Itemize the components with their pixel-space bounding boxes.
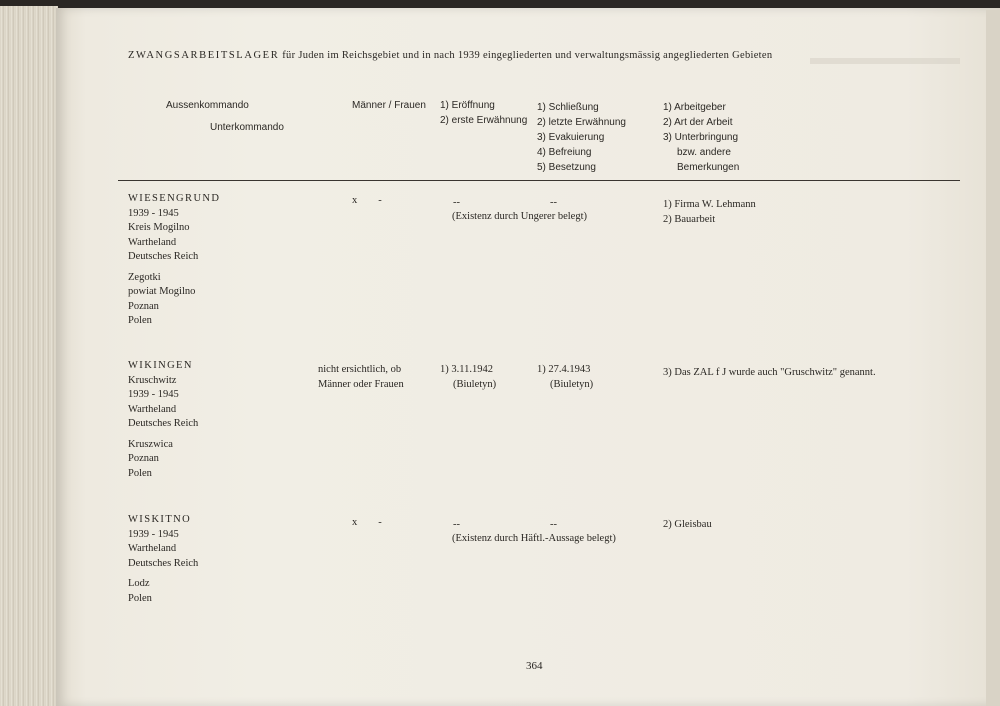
title-caps: ZWANGSARBEITSLAGER (128, 50, 280, 61)
opening-value: -- (453, 197, 460, 208)
col-schliessung-line: 4) Befreiung (537, 147, 592, 158)
closing-value: -- (550, 519, 557, 530)
col-arbeitgeber-line: bzw. andere (677, 147, 731, 158)
employer-notes (663, 198, 756, 227)
place-line: Polen (128, 315, 152, 326)
place-line: 1939 - 1945 (128, 528, 179, 540)
opening-line: (Biuletyn) (453, 378, 497, 390)
employer-line: 1) Firma W. Lehmann (663, 199, 756, 210)
entry-wikingen-location (128, 359, 198, 481)
place-line: 1939 - 1945 (128, 389, 179, 400)
col-arbeitgeber-line: 1) Arbeitgeber (663, 102, 726, 113)
col-schliessung-line: 1) Schließung (537, 102, 599, 113)
camp-name: WISKITNO (128, 514, 192, 525)
place-line: Kruschwitz (128, 374, 177, 386)
place-line: Deutsches Reich (128, 557, 199, 569)
opening-line: 1) 3.11.1942 (440, 364, 493, 375)
employer-line: 3) Das ZAL f J wurde auch "Gruschwitz" genannt. (663, 367, 876, 378)
col-arbeitgeber-line: Bemerkungen (677, 162, 740, 173)
place-line: Poznan (128, 300, 159, 312)
closing-value (537, 363, 593, 392)
place-line: Deutsches Reich (128, 251, 199, 262)
facing-page-edge (986, 10, 1000, 706)
col-aussenkommando: Aussenkommando (166, 100, 249, 111)
men-women-value (318, 363, 404, 392)
entry-wiesengrund-location (128, 192, 220, 329)
title-rest: für Juden im Reichsgebiet und in nach 1939 eingegliederten und verwaltungsmässig angegliederten Gebieten (282, 50, 773, 61)
show-through-noise (810, 58, 960, 64)
existence-note: (Existenz durch Ungerer belegt) (452, 211, 587, 222)
place-line: Deutsches Reich (128, 418, 199, 429)
camp-name: WIESENGRUND (128, 193, 221, 204)
men-women-value: x - (352, 195, 382, 206)
place-line: Wartheland (128, 543, 177, 554)
document-title (128, 50, 772, 61)
col-maenner-frauen: Männer / Frauen (352, 100, 426, 111)
col-schliessung-line: 5) Besetzung (537, 162, 596, 173)
place-line: Kreis Mogilno (128, 222, 190, 233)
place-line: 1939 - 1945 (128, 207, 179, 219)
closing-line: (Biuletyn) (550, 378, 594, 390)
col-unterkommando: Unterkommando (210, 122, 284, 133)
col-eroeffnung-line: 2) erste Erwähnung (440, 115, 528, 126)
camp-name: WIKINGEN (128, 360, 193, 371)
header-divider (118, 180, 960, 181)
mf-line: nicht ersichtlich, ob (318, 364, 402, 375)
col-arbeitgeber (663, 100, 739, 175)
col-eroeffnung-line: 1) Eröffnung (440, 100, 495, 111)
place-line: powiat Mogilno (128, 286, 196, 297)
opening-value: -- (453, 519, 460, 530)
place-line: Lodz (128, 578, 150, 589)
page-number: 364 (526, 660, 543, 672)
place-line: Polen (128, 467, 152, 479)
place-line: Wartheland (128, 403, 177, 415)
entry-wiskitno-location (128, 513, 198, 606)
place-line: Wartheland (128, 236, 177, 248)
employer-line: 2) Gleisbau (663, 519, 712, 530)
col-arbeitgeber-line: 3) Unterbringung (663, 132, 739, 143)
place-line: Zegotki (128, 271, 161, 283)
opening-value (440, 363, 496, 392)
mf-line: Männer oder Frauen (318, 378, 404, 390)
col-arbeitgeber-line: 2) Art der Arbeit (663, 117, 733, 128)
employer-line: 2) Bauarbeit (663, 213, 716, 225)
place-line: Kruszwica (128, 438, 173, 450)
col-schliessung-line: 3) Evakuierung (537, 132, 605, 143)
book-page-edges (0, 6, 58, 706)
col-schliessung (537, 100, 626, 175)
place-line: Poznan (128, 453, 159, 464)
place-line: Polen (128, 592, 152, 604)
col-schliessung-line: 2) letzte Erwähnung (537, 117, 626, 128)
closing-value: -- (550, 197, 557, 208)
closing-line: 1) 27.4.1943 (537, 364, 591, 375)
men-women-value: x - (352, 517, 382, 528)
col-eroeffnung (440, 98, 527, 128)
existence-note: (Existenz durch Häftl.-Aussage belegt) (452, 533, 616, 544)
